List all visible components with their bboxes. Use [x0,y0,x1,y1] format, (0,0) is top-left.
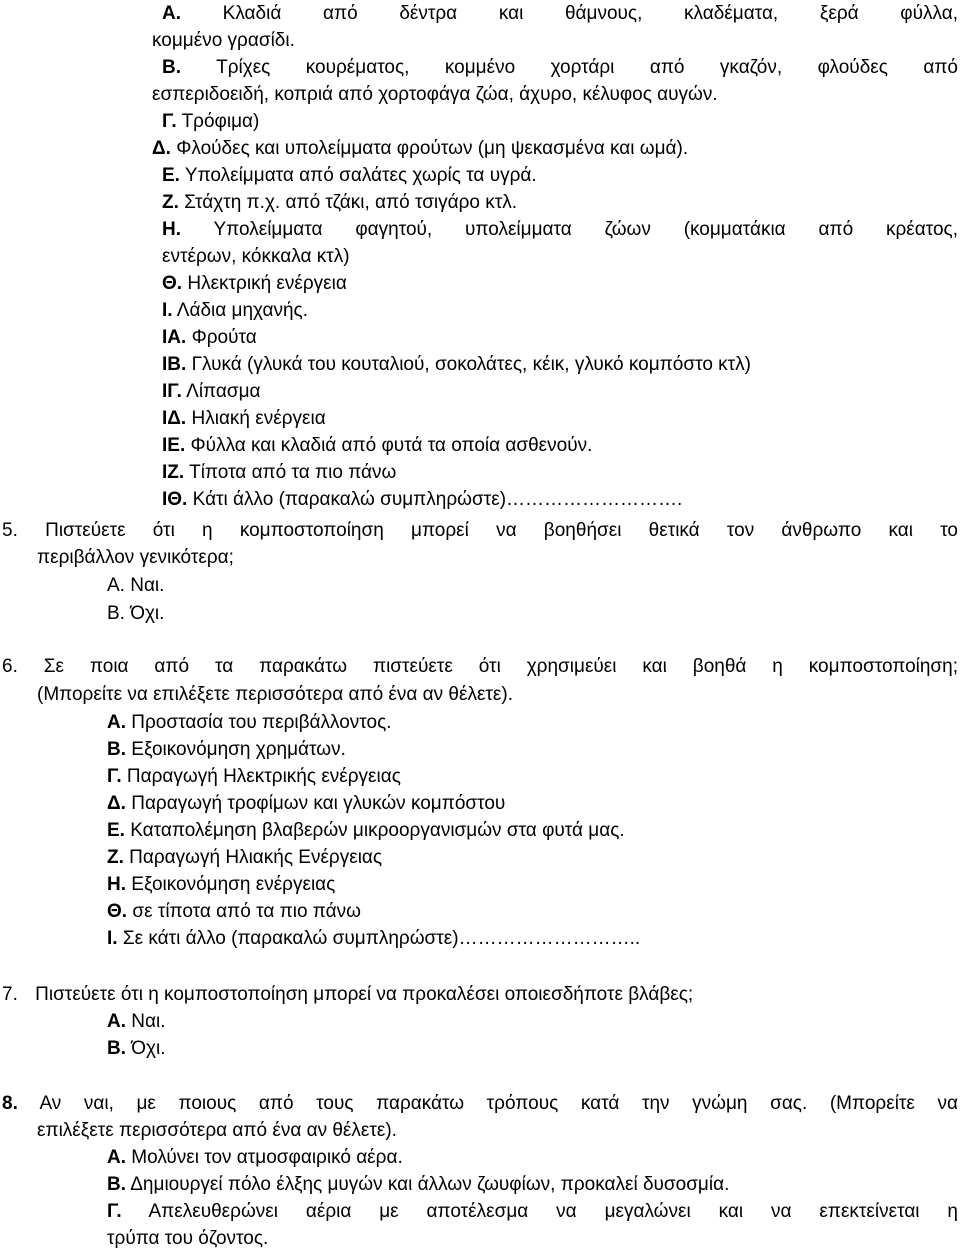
q5-question-line2: περιβάλλον γενικότερα; [37,547,234,568]
q4-option-g-label: Γ. [162,111,177,132]
q4-option-id-label: ΙΔ. [162,408,187,429]
q4-option-z-text: Στάχτη π.χ. από τζάκι, από τσιγάρο κτλ. [184,192,518,213]
q4-option-b-label: Β. [162,57,181,78]
q4-option-d-text: Φλούδες και υπολείμματα φρούτων (μη ψεκασμένα και ωμά). [176,138,689,159]
q6-option-label: Γ. [107,766,122,787]
q8-option-line2: τρύπα του όζοντος. [107,1228,269,1249]
q4-option-ie-label: ΙΕ. [162,435,186,456]
q4-option-h-line1 [162,216,958,243]
q6-option-label: Β. [107,739,126,760]
q4-option-b-line2: εσπεριδοειδή, κοπριά από χορτοφάγα ζώα, άχυρο, κέλυφος αυγών. [152,84,718,105]
q5-option-b: Β. Όχι. [107,603,165,624]
q6-option-label: Ζ. [107,847,124,868]
q4-option-id [162,405,326,432]
q4-option-th-text: Ηλεκτρική ενέργεια [187,273,347,294]
q7-text: Πιστεύετε ότι η κομποστοποίηση μπορεί να προκαλέσει οποιεσδήποτε βλάβες; [35,984,694,1005]
q6-option-text: Σε κάτι άλλο (παρακαλώ συμπληρώστε)……………………….. [122,928,641,949]
q6-option [107,709,392,736]
q4-option-i [162,297,308,324]
q4-option-a-line2: κομμένο γρασίδι. [152,30,295,51]
q4-option-ib [162,351,751,378]
q6-option-label: Δ. [107,793,126,814]
q8-question-line2: επιλέξετε περισσότερα από ένα αν θέλετε). [37,1120,397,1141]
q8-option-text: Δημιουργεί πόλο έλξης μυγών και άλλων ζωυφίων, προκαλεί δυσοσμία. [130,1174,730,1195]
q7-option-a-text: Ναι. [131,1011,166,1032]
q6-option [107,736,346,763]
q6-option [107,763,401,790]
q8-option-text: Απελευθερώνει αέρια με αποτέλεσμα να μεγαλώνει και να επεκτείνεται η [148,1201,958,1222]
q6-option [107,844,382,871]
q4-option-ia [162,324,257,351]
q8-option-label: Γ. [107,1201,122,1222]
q6-option-label: Ε. [107,820,125,841]
q4-option-h-text: Υπολείμματα φαγητού, υπολείμματα ζώων (κομματάκια από κρέατος, [213,219,958,240]
q6-option-text: Καταπολέμηση βλαβερών μικροοργανισμών στα φυτά μας. [130,820,625,841]
q8-option-label: Α. [107,1147,126,1168]
q7-option-a-label: Α. [107,1011,126,1032]
q7-question [2,981,693,1008]
q4-option-iz-label: ΙΖ. [162,462,185,483]
q4-option-h-label: Η. [162,219,181,240]
q8-text: Αν ναι, με ποιους από τους παρακάτω τρόπους κατά την γνώμη σας. (Μπορείτε να [39,1093,958,1114]
q6-question-line1 [2,653,958,680]
q6-option [107,898,361,925]
q4-option-iz [162,459,396,486]
q4-option-e-text: Υπολείμματα από σαλάτες χωρίς τα υγρά. [184,165,537,186]
q4-option-iz-text: Τίποτα από τα πιο πάνω [189,462,397,483]
q4-option-ith [162,486,682,513]
q4-option-ie-text: Φύλλα και κλαδιά από φυτά τα οποία ασθενούν. [190,435,593,456]
q6-option [107,790,505,817]
q4-option-th-label: Θ. [162,273,183,294]
q5-number: 5. [2,520,18,541]
q4-option-e [162,162,537,189]
q4-option-b-line1 [162,54,958,81]
q7-number: 7. [2,984,18,1005]
q6-option-text: Προστασία του περιβάλλοντος. [131,712,392,733]
q4-option-d-label: Δ. [152,138,171,159]
q4-option-a-label: Α. [162,3,181,24]
q6-option-label: Α. [107,712,126,733]
q4-option-g-text: Τρόφιμα) [181,111,260,132]
q8-number: 8. [2,1093,18,1114]
q6-option-text: Εξοικονόμηση ενέργειας [131,874,336,895]
q8-option-text: Μολύνει τον ατμοσφαιρικό αέρα. [131,1147,403,1168]
q4-option-g [162,108,259,135]
q6-option [107,817,625,844]
q4-option-ia-label: ΙΑ. [162,327,187,348]
q8-option-line1 [107,1198,958,1225]
q6-option-text: Εξοικονόμηση χρημάτων. [131,739,346,760]
q6-option-text: Παραγωγή τροφίμων και γλυκών κομπόστου [131,793,506,814]
q4-option-i-label: Ι. [162,300,173,321]
q7-option-a [107,1008,166,1035]
q4-option-a-line1 [162,0,958,27]
q4-option-i-text: Λάδια μηχανής. [176,300,308,321]
q4-option-ib-text: Γλυκά (γλυκά του κουταλιού, σοκολάτες, κέικ, γλυκό κομπόστο κτλ) [191,354,751,375]
q4-option-d [152,135,688,162]
q8-option [107,1171,729,1198]
q6-option-label: Η. [107,874,126,895]
q6-option-label: Θ. [107,901,128,922]
q6-option [107,871,335,898]
q4-option-h-line2: εντέρων, κόκκαλα κτλ) [162,246,350,267]
q5-question-line1 [2,517,958,544]
q6-number: 6. [2,656,18,677]
q6-option-text: Παραγωγή Ηλεκτρικής ενέργειας [126,766,401,787]
q4-option-ib-label: ΙΒ. [162,354,187,375]
q8-option [107,1144,403,1171]
q4-option-e-label: Ε. [162,165,180,186]
q4-option-ie [162,432,592,459]
q4-option-ig-text: Λίπασμα [186,381,261,402]
q4-option-z [162,189,517,216]
q4-option-id-text: Ηλιακή ενέργεια [191,408,326,429]
q8-question-line1 [2,1090,958,1117]
q4-option-ith-text: Κάτι άλλο (παρακαλώ συμπληρώστε)………………………. [192,489,683,510]
q6-option-text: Παραγωγή Ηλιακής Ενέργειας [129,847,383,868]
q6-option-label: Ι. [107,928,118,949]
q4-option-ig-label: ΙΓ. [162,381,182,402]
q5-text: Πιστεύετε ότι η κομποστοποίηση μπορεί να βοηθήσει θετικά τον άνθρωπο και το [45,520,958,541]
q4-option-z-label: Ζ. [162,192,179,213]
q6-question-line2: (Μπορείτε να επιλέξετε περισσότερα από ένα αν θέλετε). [37,684,514,705]
q8-option-label: Β. [107,1174,126,1195]
q5-option-a: Α. Ναι. [107,575,165,596]
q7-option-b [107,1035,165,1062]
q4-option-ith-label: ΙΘ. [162,489,188,510]
q4-option-a-text: Κλαδιά από δέντρα και θάμνους, κλαδέματα, ξερά φύλλα, [222,3,958,24]
q4-option-ia-text: Φρούτα [191,327,257,348]
q4-option-b-text: Τρίχες κουρέματος, κομμένο χορτάρι από γκαζόν, φλούδες από [216,57,958,78]
q4-option-th [162,270,347,297]
q4-option-ig [162,378,261,405]
q7-option-b-text: Όχι. [131,1038,166,1059]
q6-option-text: σε τίποτα από τα πιο πάνω [132,901,361,922]
q7-option-b-label: Β. [107,1038,126,1059]
q6-text: Σε ποια από τα παρακάτω πιστεύετε ότι χρησιμεύει και βοηθά η κομποστοποίηση; [43,656,959,677]
q6-option [107,925,640,952]
